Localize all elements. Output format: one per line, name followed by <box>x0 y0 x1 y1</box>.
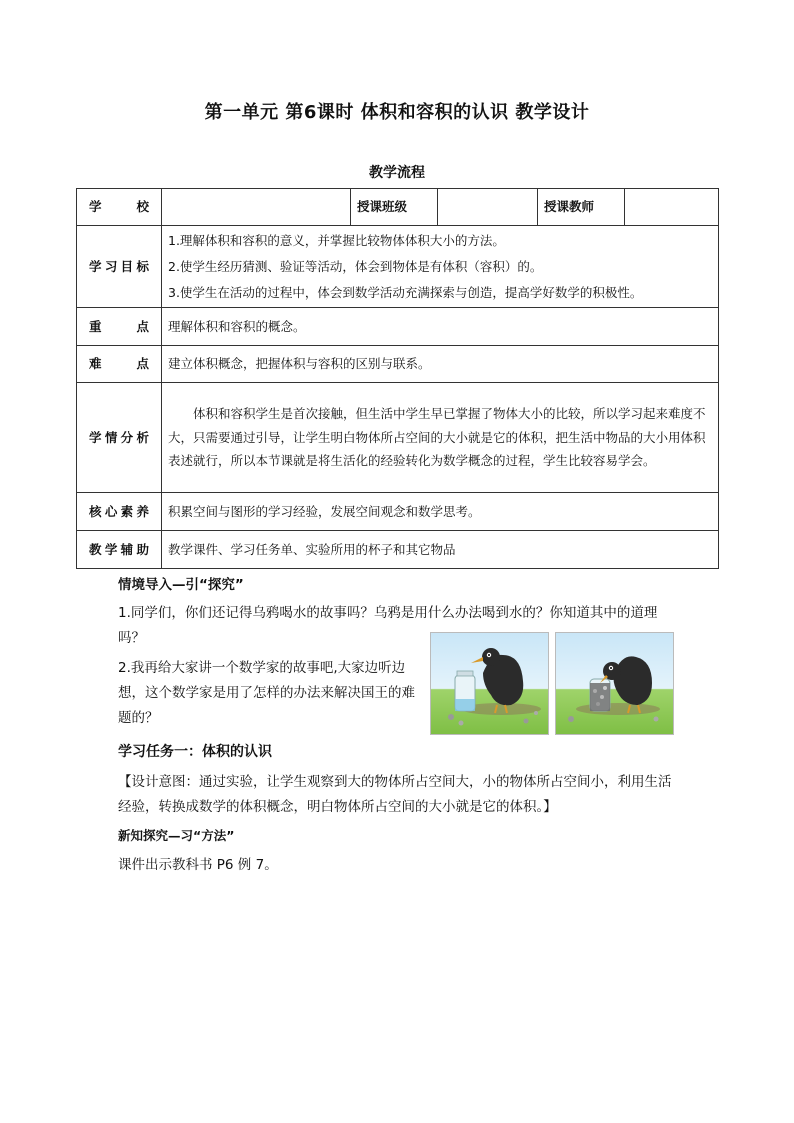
task1-intent: 【设计意图：通过实验，让学生观察到大的物体所占空间大，小的物体所占空间小，利用生活经验，转换成数学的体积概念，明白物体所占空间的大小就是它的体积。】 <box>118 774 672 815</box>
table-row <box>77 226 719 308</box>
goals-cell <box>162 226 719 308</box>
class-value <box>438 189 538 226</box>
task1-subheading: 新知探究—习“方法” <box>118 828 235 843</box>
goals-label: 学习目标 <box>77 226 162 308</box>
key-label: 重 点 <box>77 308 162 346</box>
goal-item: 1.理解体积和容积的意义，并掌握比较物体体积大小的方法。 <box>168 232 505 248</box>
aids-text: 教学课件、学习任务单、实验所用的杯子和其它物品 <box>162 531 719 569</box>
school-label: 学 校 <box>77 189 162 226</box>
crow-illustration-jar-pebbles <box>555 632 674 735</box>
difficulty-text: 建立体积概念，把握体积与容积的区别与联系。 <box>162 346 719 383</box>
class-label: 授课班级 <box>351 189 438 226</box>
intro-heading: 情境导入—引“探究” <box>118 577 244 593</box>
lesson-table <box>76 188 719 569</box>
difficulty-label: 难 点 <box>77 346 162 383</box>
crow-jar-svg <box>431 633 548 734</box>
page-title: 第一单元 第6课时 体积和容积的认识 教学设计 <box>204 102 590 123</box>
school-value <box>162 189 351 226</box>
table-row <box>77 493 719 531</box>
table-row <box>77 189 719 226</box>
teacher-value <box>625 189 719 226</box>
table-row <box>77 383 719 493</box>
task1-heading: 学习任务一：体积的认识 <box>118 744 272 760</box>
literacy-text: 积累空间与图形的学习经验，发展空间观念和数学思考。 <box>162 493 719 531</box>
analysis-label: 学情分析 <box>77 383 162 493</box>
teacher-label: 授课教师 <box>538 189 625 226</box>
goal-item: 3.使学生在活动的过程中，体会到数学活动充满探索与创造，提高学好数学的积极性。 <box>168 284 643 300</box>
literacy-label: 核心素养 <box>77 493 162 531</box>
crow-pebbles-svg <box>556 633 673 734</box>
table-row <box>77 308 719 346</box>
intro-question-2: 2.我再给大家讲一个数学家的故事吧,大家边听边想，这个数学家是用了怎样的办法来解决国王的难题的？ <box>118 660 415 726</box>
table-row <box>77 531 719 569</box>
intro-question-1: 1.同学们，你们还记得乌鸦喝水的故事吗？乌鸦是用什么办法喝到水的？你知道其中的道理吗？ <box>118 605 658 646</box>
goal-item: 2.使学生经历猜测、验证等活动，体会到物体是有体积（容积）的。 <box>168 258 543 274</box>
task1-line: 课件出示教科书 P6 例 7。 <box>118 857 278 873</box>
analysis-text: 体积和容积学生是首次接触，但生活中学生早已掌握了物体大小的比较，所以学习起来难度不大，只需要通过引导，让学生明白物体所占空间的大小就是它的体积，把生活中物品的大小用体积表述就行，所以本节课就是将生活化的经验转化为数学概念的过程，学生比较容易学会。 <box>162 383 719 493</box>
table-caption: 教学流程 <box>369 165 425 181</box>
aids-label: 教学辅助 <box>77 531 162 569</box>
key-text: 理解体积和容积的概念。 <box>162 308 719 346</box>
crow-illustration-jar-empty <box>430 632 549 735</box>
table-row <box>77 346 719 383</box>
